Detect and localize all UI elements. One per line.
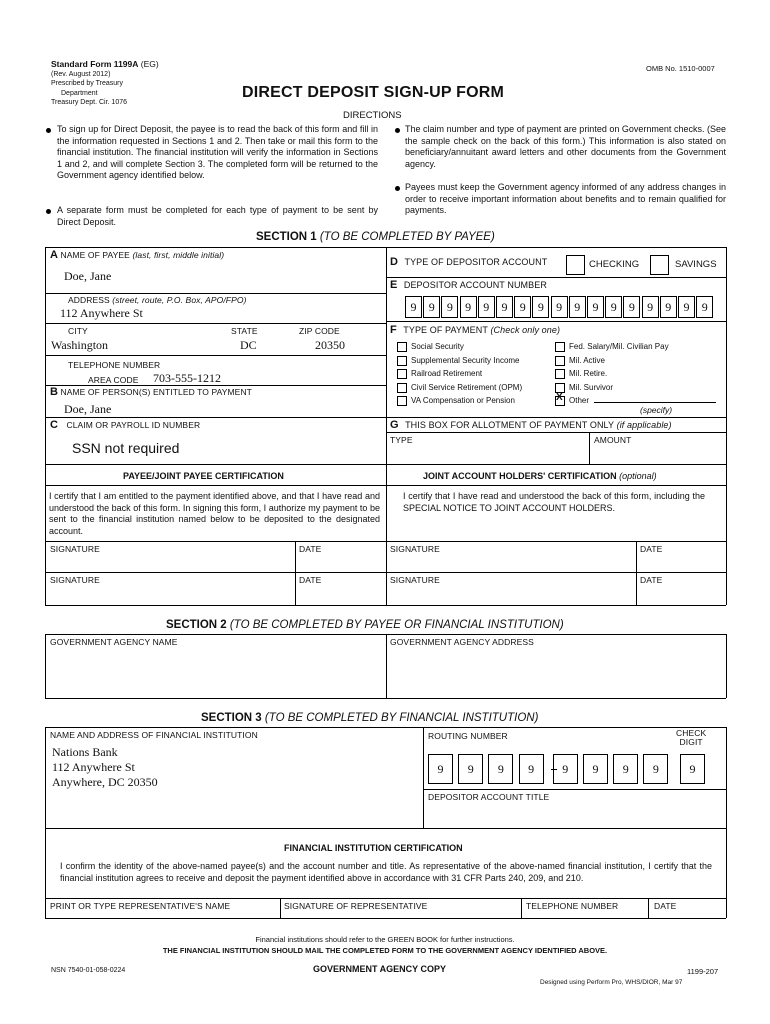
field-e-account-number: E DEPOSITOR ACCOUNT NUMBER [390, 279, 547, 291]
payment-type-label: Fed. Salary/Mil. Civilian Pay [569, 342, 669, 351]
direction-right-1: The claim number and type of payment are printed on Government checks. (See the sample check on the back of this form.) This information is also stated on beneficiary/annuitant award letters and other documents from the Government agency. [405, 124, 726, 169]
account-digit-box[interactable]: 9 [642, 296, 659, 318]
city-label: CITY [68, 326, 88, 336]
payee-name-input[interactable]: Doe, Jane [64, 269, 112, 283]
account-digit-box[interactable]: 9 [423, 296, 440, 318]
agency-name-field[interactable]: GOVERNMENT AGENCY NAME [50, 637, 178, 647]
form-number: 1199-207 [687, 967, 719, 976]
joint-certification-text: I certify that I have read and understood the back of this form, including the SPECIAL NOTICE TO JOINT ACCOUNT HOLDERS. [403, 491, 705, 513]
payment-type-checkbox[interactable] [555, 342, 565, 352]
zip-label: ZIP CODE [299, 326, 340, 336]
zip-input[interactable]: 20350 [315, 338, 345, 352]
city-input[interactable]: Washington [51, 338, 109, 352]
section2-heading: SECTION 2 (TO BE COMPLETED BY PAYEE OR FINANCIAL INSTITUTION) [166, 619, 564, 631]
agency-address-field[interactable]: GOVERNMENT AGENCY ADDRESS [390, 637, 534, 647]
routing-digit-box[interactable]: 9 [428, 754, 453, 784]
fi-name-address-label: NAME AND ADDRESS OF FINANCIAL INSTITUTION [50, 730, 258, 740]
payment-type-label: Social Security [411, 342, 464, 351]
state-label: STATE [231, 326, 258, 336]
telephone-label: TELEPHONE NUMBER [68, 360, 161, 370]
payment-type-label: VA Compensation or Pension [411, 396, 515, 405]
field-c-claim-id: C CLAIM OR PAYROLL ID NUMBER [50, 419, 201, 431]
claim-id-input[interactable]: SSN not required [72, 440, 180, 456]
field-g-allotment: G THIS BOX FOR ALLOTMENT OF PAYMENT ONLY (if applicable) [390, 419, 672, 431]
account-digit-box[interactable]: 9 [660, 296, 677, 318]
payment-type-checkbox[interactable] [555, 356, 565, 366]
check-digit-box[interactable]: 9 [680, 754, 705, 784]
address-label: ADDRESS (street, route, P.O. Box, APO/FPO) [68, 295, 247, 305]
joint-signature-field-1[interactable]: SIGNATURE [390, 544, 440, 554]
bullet-icon [46, 128, 51, 133]
account-digit-box[interactable]: 9 [441, 296, 458, 318]
green-book-note: Financial institutions should refer to the GREEN BOOK for further instructions. [255, 935, 515, 944]
account-digit-box[interactable]: 9 [514, 296, 531, 318]
other-checked-mark: X [556, 392, 563, 403]
payee-date-field-2[interactable]: DATE [299, 575, 322, 585]
fi-certification-text: I confirm the identity of the above-named payee(s) and the account number and title. As representative of the above-named financial institution, I certify that the financial institution agrees to receive and deposit the payment identified above in accordance with 31 CFR Parts 240, 209, and 210. [60, 861, 712, 883]
account-digit-box[interactable]: 9 [532, 296, 549, 318]
payment-type-checkbox[interactable] [397, 383, 407, 393]
payment-type-checkbox[interactable] [555, 383, 565, 393]
direction-left-2: A separate form must be completed for each type of payment to be sent by Direct Deposit. [57, 205, 378, 227]
routing-digit-box[interactable]: 9 [519, 754, 544, 784]
form-title: DIRECT DEPOSIT SIGN-UP FORM [242, 84, 505, 101]
payment-type-label: Supplemental Security Income [411, 355, 520, 365]
routing-digit-box[interactable]: 9 [613, 754, 638, 784]
depositor-account-title-field[interactable]: DEPOSITOR ACCOUNT TITLE [428, 792, 550, 802]
payment-type-checkbox[interactable] [397, 396, 407, 406]
rep-name-field[interactable]: PRINT OR TYPE REPRESENTATIVE'S NAME [50, 901, 231, 911]
payment-type-checkbox[interactable] [397, 369, 407, 379]
rep-telephone-field[interactable]: TELEPHONE NUMBER [526, 901, 619, 911]
omb-number: OMB No. 1510-0007 [646, 64, 715, 73]
payment-type-checkbox[interactable] [397, 356, 407, 366]
routing-digit-box[interactable]: 9 [583, 754, 608, 784]
account-digit-box[interactable]: 9 [587, 296, 604, 318]
telephone-input[interactable]: 703-555-1212 [153, 371, 221, 385]
payment-type-label: Mil. Retire. [569, 369, 608, 378]
account-digit-box[interactable]: 9 [551, 296, 568, 318]
joint-signature-field-2[interactable]: SIGNATURE [390, 575, 440, 585]
routing-digit-box[interactable]: 9 [458, 754, 483, 784]
bullet-icon [395, 128, 400, 133]
account-digit-box[interactable]: 9 [569, 296, 586, 318]
direction-right-2: Payees must keep the Government agency informed of any address changes in order to receive important information about benefits and to remain qualified for payments. [405, 182, 726, 216]
payee-certification-text: I certify that I am entitled to the payment identified above, and that I have read and understood the back of this form. In signing this form, I authorize my payment to be sent to the financial institution named below to be deposited to the designated account. [49, 491, 380, 536]
check-digit-label: CHECK DIGIT [676, 728, 707, 747]
payee-date-field-1[interactable]: DATE [299, 544, 322, 554]
form-eg: (EG) [138, 59, 159, 69]
state-input[interactable]: DC [240, 338, 257, 352]
payment-type-label: Mil. Active [569, 355, 606, 365]
joint-date-field-2[interactable]: DATE [640, 575, 663, 585]
field-f-payment-type: F TYPE OF PAYMENT (Check only one) [390, 324, 561, 336]
form-identification [51, 60, 159, 108]
address-input[interactable]: 112 Anywhere St [60, 306, 143, 320]
routing-digit-box[interactable]: 9 [553, 754, 578, 784]
payment-type-checkbox[interactable] [397, 342, 407, 352]
bullet-icon [395, 186, 400, 191]
payee-certification-heading: PAYEE/JOINT PAYEE CERTIFICATION [123, 471, 284, 481]
section3-heading: SECTION 3 (TO BE COMPLETED BY FINANCIAL INSTITUTION) [201, 712, 539, 724]
field-b-entitled-person: B NAME OF PERSON(S) ENTITLED TO PAYMENT [50, 386, 252, 398]
routing-digit-box[interactable]: 9 [488, 754, 513, 784]
section1-heading: SECTION 1 (TO BE COMPLETED BY PAYEE) [256, 231, 495, 243]
rep-signature-field[interactable]: SIGNATURE OF REPRESENTATIVE [284, 901, 428, 911]
joint-date-field-1[interactable]: DATE [640, 544, 663, 554]
revision-date: (Rev. August 2012) [51, 70, 111, 78]
payment-type-label: Railroad Retirement [411, 369, 483, 378]
prescribed-by: Prescribed by Treasury [51, 80, 123, 87]
account-digit-box[interactable]: 9 [696, 296, 713, 318]
direction-left-1: To sign up for Direct Deposit, the payee is to read the back of this form and fill in the information requested in Sections 1 and 2. Then take or mail this form to the financial institution. The financial institution will verify the information in Sections 1 and 2, and will complete Section 3. The completed form will be returned to the Government agency identified below. [57, 124, 378, 181]
routing-number-label: ROUTING NUMBER [428, 731, 508, 741]
account-digit-box[interactable]: 9 [496, 296, 513, 318]
payment-type-checkbox[interactable] [555, 369, 565, 379]
field-d-account-type: D TYPE OF DEPOSITOR ACCOUNT [390, 256, 548, 268]
payee-signature-field-2[interactable]: SIGNATURE [50, 575, 100, 585]
account-digit-box[interactable]: 9 [678, 296, 695, 318]
form-name: Standard Form 1199A [51, 59, 139, 69]
department: Department [61, 89, 98, 97]
specify-note: (specify) [640, 405, 673, 415]
account-digit-box[interactable]: 9 [460, 296, 477, 318]
field-a-name-of-payee: A NAME OF PAYEE (last, first, middle initial) [50, 249, 225, 261]
treasury-circular: Treasury Dept. Cir. 1076 [51, 99, 127, 106]
joint-certification-heading: JOINT ACCOUNT HOLDERS' CERTIFICATION (optional) [423, 471, 657, 481]
bullet-icon [46, 209, 51, 214]
allotment-amount-label: AMOUNT [594, 435, 632, 445]
account-digit-box[interactable]: 9 [478, 296, 495, 318]
payment-type-label: Mil. Survivor [569, 382, 614, 392]
routing-digit-box[interactable]: 9 [643, 754, 668, 784]
savings-label: SAVINGS [675, 259, 717, 270]
checking-label: CHECKING [589, 259, 640, 270]
entitled-person-input[interactable]: Doe, Jane [64, 402, 112, 416]
rep-date-field[interactable]: DATE [654, 901, 677, 911]
checking-checkbox[interactable] [566, 255, 585, 275]
payee-signature-field-1[interactable]: SIGNATURE [50, 544, 100, 554]
copy-designation: GOVERNMENT AGENCY COPY [313, 964, 447, 974]
fi-name-address-input[interactable]: Nations Bank 112 Anywhere St Anywhere, DC 20350 [52, 745, 158, 789]
savings-checkbox[interactable] [650, 255, 669, 275]
fi-certification-heading: FINANCIAL INSTITUTION CERTIFICATION [284, 843, 463, 853]
account-digit-box[interactable]: 9 [605, 296, 622, 318]
payment-type-label: Civil Service Retirement (OPM) [411, 382, 523, 392]
allotment-type-label: TYPE [390, 435, 413, 445]
nsn-number: NSN 7540-01-058-0224 [51, 967, 126, 974]
area-code-label: AREA CODE [88, 375, 139, 385]
mail-notice: THE FINANCIAL INSTITUTION SHOULD MAIL THE COMPLETED FORM TO THE GOVERNMENT AGENCY IDENTIFIED ABOVE. [162, 946, 608, 955]
account-digit-box[interactable]: 9 [405, 296, 422, 318]
designed-credit: Designed using Perform Pro, WHS/DIOR, Mar 97 [540, 979, 683, 986]
directions-heading: DIRECTIONS [343, 110, 402, 121]
payment-type-label: Other [569, 396, 590, 405]
account-digit-box[interactable]: 9 [623, 296, 640, 318]
